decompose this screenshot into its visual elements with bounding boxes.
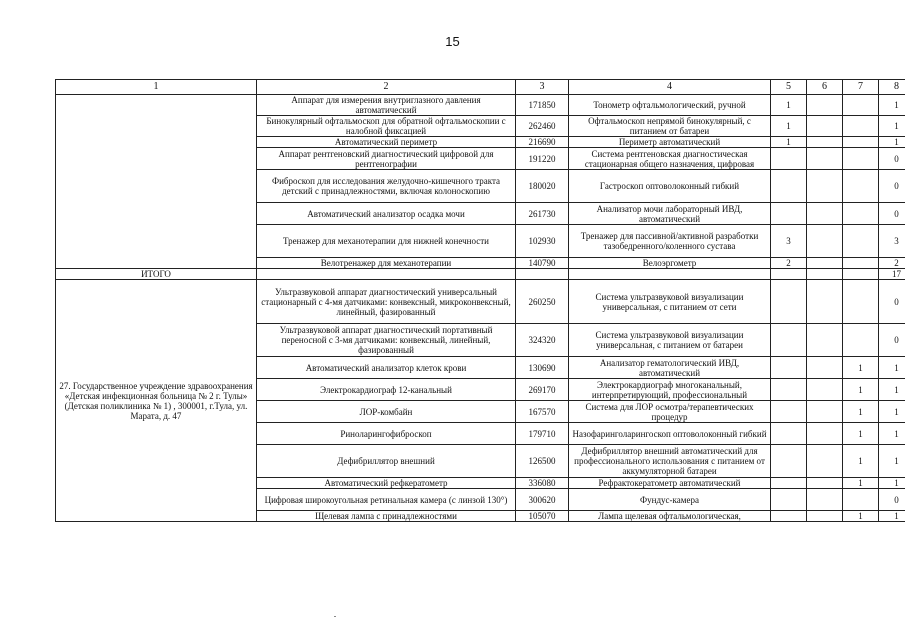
col7-cell	[843, 203, 879, 225]
col6-cell	[807, 225, 843, 258]
code-cell: 191220	[516, 148, 569, 170]
type-cell: Система рентгеновская диагностическая стационарная общего назначения, цифровая	[569, 148, 771, 170]
equipment-name-cell: Фиброскоп для исследования желудочно-кишечного тракта детский с принадлежностями, включая колоноскопию	[257, 170, 516, 203]
total-empty-cell	[843, 269, 879, 280]
equipment-name-cell: Щелевая лампа с принадлежностями	[257, 511, 516, 522]
header-cell: 2	[257, 80, 516, 95]
col5-cell	[771, 357, 807, 379]
col8-cell: 1	[879, 137, 905, 148]
col8-cell: 0	[879, 148, 905, 170]
code-cell: 261730	[516, 203, 569, 225]
total-empty-cell	[771, 269, 807, 280]
col5-cell	[771, 324, 807, 357]
equipment-name-cell: ЛОР-комбайн	[257, 401, 516, 423]
col5-cell: 1	[771, 137, 807, 148]
col6-cell	[807, 95, 843, 116]
code-cell: 262460	[516, 116, 569, 137]
code-cell: 180020	[516, 170, 569, 203]
col5-cell: 1	[771, 95, 807, 116]
type-cell: Дефибриллятор внешний автоматический для профессионального использования с питанием от аккумуляторной батареи	[569, 445, 771, 478]
code-cell: 167570	[516, 401, 569, 423]
col5-cell	[771, 148, 807, 170]
total-empty-cell	[516, 269, 569, 280]
header-cell: 5	[771, 80, 807, 95]
type-cell: Система ультразвуковой визуализации универсальная, с питанием от батареи	[569, 324, 771, 357]
type-cell: Система для ЛОР осмотра/терапевтических процедур	[569, 401, 771, 423]
col5-cell: 2	[771, 258, 807, 269]
total-empty-cell	[569, 269, 771, 280]
col6-cell	[807, 445, 843, 478]
equipment-name-cell: Дефибриллятор внешний	[257, 445, 516, 478]
col6-cell	[807, 148, 843, 170]
col8-cell: 1	[879, 95, 905, 116]
col6-cell	[807, 203, 843, 225]
col8-cell: 0	[879, 203, 905, 225]
equipment-name-cell: Ультразвуковой аппарат диагностический портативный переносной с 3-мя датчиками: конвексный, линейный, фазированный	[257, 324, 516, 357]
col7-cell: 1	[843, 511, 879, 522]
col7-cell: 1	[843, 357, 879, 379]
col6-cell	[807, 170, 843, 203]
col7-cell	[843, 324, 879, 357]
table-body	[56, 95, 905, 522]
col6-cell	[807, 116, 843, 137]
type-cell: Рефрактокератометр автоматический	[569, 478, 771, 489]
col8-cell: 0	[879, 324, 905, 357]
type-cell: Фундус-камера	[569, 489, 771, 511]
equipment-name-cell: Автоматический периметр	[257, 137, 516, 148]
col7-cell: 1	[843, 445, 879, 478]
col5-cell	[771, 423, 807, 445]
equipment-name-cell: Тренажер для механотерапии для нижней конечности	[257, 225, 516, 258]
code-cell: 102930	[516, 225, 569, 258]
equipment-name-cell: Электрокардиограф 12-канальный	[257, 379, 516, 401]
equipment-name-cell: Автоматический рефкератометр	[257, 478, 516, 489]
col5-cell: 3	[771, 225, 807, 258]
col5-cell	[771, 203, 807, 225]
total-row	[56, 269, 905, 280]
type-cell: Анализатор мочи лабораторный ИВД, автоматический	[569, 203, 771, 225]
col5-cell	[771, 280, 807, 324]
col7-cell: 1	[843, 379, 879, 401]
total-empty-cell	[807, 269, 843, 280]
col8-cell: 2	[879, 258, 905, 269]
table-row	[56, 95, 905, 116]
col8-cell: 1	[879, 401, 905, 423]
type-cell: Лампа щелевая офтальмологическая,	[569, 511, 771, 522]
header-cell: 1	[56, 80, 257, 95]
col8-cell: 1	[879, 379, 905, 401]
type-cell: Велоэргометр	[569, 258, 771, 269]
equipment-table	[55, 79, 905, 522]
code-cell: 216690	[516, 137, 569, 148]
col5-cell	[771, 511, 807, 522]
col6-cell	[807, 423, 843, 445]
col6-cell	[807, 401, 843, 423]
col7-cell	[843, 148, 879, 170]
equipment-name-cell: Цифровая широкоугольная ретинальная камера (с линзой 130°)	[257, 489, 516, 511]
col7-cell	[843, 95, 879, 116]
col7-cell	[843, 225, 879, 258]
type-cell: Анализатор гематологический ИВД, автоматический	[569, 357, 771, 379]
col5-cell	[771, 445, 807, 478]
col7-cell	[843, 170, 879, 203]
col7-cell	[843, 137, 879, 148]
code-cell: 324320	[516, 324, 569, 357]
code-cell: 300620	[516, 489, 569, 511]
col8-cell: 0	[879, 489, 905, 511]
col5-cell	[771, 401, 807, 423]
col6-cell	[807, 511, 843, 522]
col8-cell: 0	[879, 170, 905, 203]
col5-cell	[771, 489, 807, 511]
organization-cell: 27. Государственное учреждение здравоохранения «Детская инфекционная больница № 2 г. Тулы» (Детская поликлиника № 1) , 300001, г.Тула, ул. Марата, д. 47	[56, 280, 257, 522]
code-cell: 140790	[516, 258, 569, 269]
equipment-name-cell: Бинокулярный офтальмоскоп для обратной офтальмоскопии с налобной фиксацией	[257, 116, 516, 137]
col7-cell: 1	[843, 401, 879, 423]
equipment-name-cell: Аппарат для измерения внутриглазного давления автоматический	[257, 95, 516, 116]
col5-cell	[771, 379, 807, 401]
col8-cell: 1	[879, 511, 905, 522]
col8-cell: 3	[879, 225, 905, 258]
col5-cell	[771, 170, 807, 203]
organization-cell-empty	[56, 95, 257, 269]
col8-cell: 1	[879, 116, 905, 137]
page-number: 15	[445, 34, 460, 49]
col6-cell	[807, 258, 843, 269]
code-cell: 269170	[516, 379, 569, 401]
equipment-name-cell: Велотренажер для механотерапии	[257, 258, 516, 269]
code-cell: 126500	[516, 445, 569, 478]
equipment-name-cell: Риноларингофиброскоп	[257, 423, 516, 445]
total-value: 17	[879, 269, 905, 280]
col7-cell: 1	[843, 478, 879, 489]
code-cell: 171850	[516, 95, 569, 116]
type-cell: Система ультразвуковой визуализации универсальная, с питанием от сети	[569, 280, 771, 324]
col8-cell: 1	[879, 357, 905, 379]
col5-cell	[771, 478, 807, 489]
col7-cell	[843, 116, 879, 137]
col8-cell: 1	[879, 423, 905, 445]
code-cell: 336080	[516, 478, 569, 489]
col5-cell: 1	[771, 116, 807, 137]
col6-cell	[807, 379, 843, 401]
equipment-name-cell: Автоматический анализатор осадка мочи	[257, 203, 516, 225]
equipment-name-cell: Автоматический анализатор клеток крови	[257, 357, 516, 379]
header-cell: 7	[843, 80, 879, 95]
code-cell: 130690	[516, 357, 569, 379]
type-cell: Гастроскоп оптоволоконный гибкий	[569, 170, 771, 203]
col8-cell: 0	[879, 280, 905, 324]
header-cell: 4	[569, 80, 771, 95]
total-label: ИТОГО	[56, 269, 257, 280]
col6-cell	[807, 357, 843, 379]
type-cell: Назофаринголарингоскоп оптоволоконный гибкий	[569, 423, 771, 445]
type-cell: Электрокардиограф многоканальный, интерпретирующий, профессиональный	[569, 379, 771, 401]
type-cell: Периметр автоматический	[569, 137, 771, 148]
header-row	[56, 80, 905, 95]
table-row	[56, 280, 905, 324]
header-cell: 8	[879, 80, 905, 95]
type-cell: Тонометр офтальмологический, ручной	[569, 95, 771, 116]
col6-cell	[807, 478, 843, 489]
header-cell: 3	[516, 80, 569, 95]
scan-mark	[334, 616, 336, 617]
header-cell: 6	[807, 80, 843, 95]
type-cell: Тренажер для пассивной/активной разработки тазобедренного/коленного сустава	[569, 225, 771, 258]
col8-cell: 1	[879, 478, 905, 489]
col7-cell	[843, 489, 879, 511]
type-cell: Офтальмоскоп непрямой бинокулярный, с питанием от батареи	[569, 116, 771, 137]
col7-cell	[843, 280, 879, 324]
col8-cell: 1	[879, 445, 905, 478]
total-empty-cell	[257, 269, 516, 280]
col6-cell	[807, 324, 843, 357]
code-cell: 105070	[516, 511, 569, 522]
col6-cell	[807, 137, 843, 148]
col6-cell	[807, 280, 843, 324]
col7-cell	[843, 258, 879, 269]
code-cell: 179710	[516, 423, 569, 445]
col6-cell	[807, 489, 843, 511]
equipment-name-cell: Аппарат рентгеновский диагностический цифровой для рентгенографии	[257, 148, 516, 170]
equipment-name-cell: Ультразвуковой аппарат диагностический универсальный стационарный с 4-мя датчиками: конвексный, микроконвексный, линейный, фазированный	[257, 280, 516, 324]
code-cell: 260250	[516, 280, 569, 324]
col7-cell: 1	[843, 423, 879, 445]
